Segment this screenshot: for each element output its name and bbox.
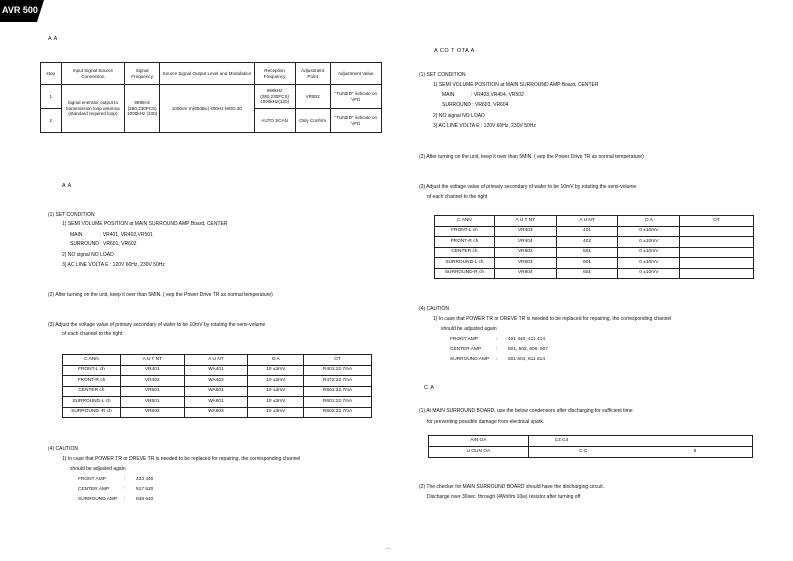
amp-label: SURROUND AMP	[450, 357, 490, 362]
left-adjust-note-2: of each channel to the right	[62, 331, 123, 337]
table-cell: SURROUND-L ch	[435, 258, 495, 269]
table-row	[435, 268, 754, 279]
table-cell: SURROUND -R ch	[63, 407, 121, 418]
table-cell: 999kHz (280,230FCS) 1000kHz(120)	[254, 85, 295, 109]
left-caution-line1: 1) In case that POWER TR or DREVE TR is needed to be replaced for repairing, the corresponding channel	[62, 456, 301, 462]
left-amp-list	[78, 477, 153, 503]
table-row	[63, 386, 372, 397]
table-cell: SURROUND-L ch	[63, 397, 121, 408]
table-header-row	[63, 355, 372, 366]
brand-tab	[0, 0, 44, 22]
table-cell: 10 ±3mV	[248, 407, 304, 418]
amp-sep: :	[124, 477, 126, 482]
list-item	[450, 347, 548, 353]
amp-values: 601 604, 611 614	[508, 357, 545, 362]
adjustment-table	[40, 62, 382, 133]
right-section2-title: C A	[424, 385, 435, 391]
left-semi-volume: 1) SEMI VOLUME POSITION at MAIN SURROUND AMP Board, CENTER	[62, 221, 228, 227]
list-item	[78, 487, 153, 493]
table-cell: 2	[41, 109, 62, 133]
header-cell: Source Signal Output Level and Modulation	[160, 63, 254, 85]
table-cell	[680, 247, 754, 258]
right-section-title: A CO T OTA A	[434, 48, 475, 54]
amp-sep: :	[124, 487, 126, 492]
table-cell: WA601	[184, 397, 248, 408]
table-row	[429, 436, 753, 447]
left-main-value: : VR401, VR402,VR501	[100, 232, 153, 238]
right-main-value: : VR403,VR404, VR502	[471, 92, 524, 98]
header-cell: Adjustment Point	[295, 63, 330, 85]
amp-values: 638 640	[136, 497, 154, 502]
table-cell: VR403	[494, 226, 556, 237]
table-cell: 10 ±3mV	[248, 397, 304, 408]
header-cell: O A	[618, 216, 680, 227]
header-cell: Reception Frequency	[254, 63, 295, 85]
left-surround: SURROUND : VR601, VR602	[70, 241, 137, 247]
table-cell: 402	[556, 237, 618, 248]
table-cell: VR602	[120, 407, 184, 418]
table-row	[429, 447, 753, 458]
table-cell: 0 ±10mV	[618, 237, 680, 248]
right-semi-volume: 1) SEMI VOLUME POSITION at MAIN SURROUND AMP Board, CENTER	[433, 82, 599, 88]
amp-sep: :	[496, 337, 498, 342]
table-header-row	[435, 216, 754, 227]
table-cell: VR401	[120, 365, 184, 376]
page-number: - -	[386, 546, 391, 552]
table-cell: R401:22.7mA	[304, 365, 372, 376]
table-cell: CENTER ch	[435, 247, 495, 258]
table-cell: WA401	[184, 365, 248, 376]
left-main-label: MAIN	[70, 232, 83, 238]
table-cell: "TUNED" indicate on VFD	[330, 85, 381, 109]
table-cell: AUTO SCAN	[254, 109, 295, 133]
amp-label: CENTER AMP	[78, 487, 110, 492]
table-cell: 10 ±3mV	[248, 365, 304, 376]
table-cell: R601:22.7mA	[304, 397, 372, 408]
table-cell: 0 ±10mV	[618, 258, 680, 269]
header-cell: A U NT	[184, 355, 248, 366]
left-section1-title: A A	[48, 36, 58, 42]
amp-label: CENTER AMP	[450, 347, 482, 352]
amp-sep: :	[496, 347, 498, 352]
table-cell	[680, 268, 754, 279]
left-warmup-note: (2) After turning on the unit, keep it over than 5MIN. ( eep the Power Drive TR as normal temperature)	[48, 292, 273, 298]
table-cell: VR501	[120, 386, 184, 397]
table-cell: R472:22.7mA	[304, 376, 372, 387]
table-cell: 401	[556, 226, 618, 237]
amp-label: FRONT AMP	[450, 337, 478, 342]
header-cell: A U T NT	[494, 216, 556, 227]
list-item	[78, 477, 153, 483]
table-cell	[680, 226, 754, 237]
list-item	[450, 357, 548, 363]
right-checker-note: (2) The checker for MAIN SURROUND BOARD should have the discharging circuit.	[419, 484, 604, 490]
table-row	[63, 365, 372, 376]
header-cell: Input Signal Source Connection	[61, 63, 125, 85]
amp-label: FRONT AMP	[78, 477, 106, 482]
right-caution-title: (4) CAUTION	[419, 306, 449, 312]
header-cell: OT	[680, 216, 754, 227]
table-row	[435, 237, 754, 248]
table-cell: 0 ±10mV	[618, 226, 680, 237]
table-cell: FRONT-L ch	[63, 365, 121, 376]
right-caution-line1: 1) In case that POWER TR or DREVE TR is needed to be replaced for repairing, the corresponding channel	[433, 316, 672, 322]
table-cell: 5	[638, 447, 753, 458]
table-cell: VR802	[295, 85, 330, 109]
left-caution-title: (4) CAUTION	[48, 446, 78, 452]
table-cell: VR603	[494, 258, 556, 269]
header-cell: C ANN	[435, 216, 495, 227]
right-amp-list	[450, 337, 548, 363]
table-cell: VR604	[494, 268, 556, 279]
table-cell: C C	[528, 447, 638, 458]
table-cell: 10 ±3mV	[248, 376, 304, 387]
right-adjust-note: (3) Adjust the voltage value of primary secondary of wafer to be 10mV by rotating the semi-volume	[419, 184, 637, 190]
table-row	[435, 258, 754, 269]
header-cell: C ANN	[63, 355, 121, 366]
left-ac-line: 3) AC LINE VOLTA E : 120V 60Hz, 230V 50Hz	[62, 262, 165, 268]
table-row	[41, 85, 382, 109]
amp-sep: :	[124, 497, 126, 502]
amp-values: 501, 502, 506, 507	[508, 347, 549, 352]
capacitor-table	[428, 435, 753, 458]
right-adjust-note-2: of each channel to the right	[427, 194, 488, 200]
header-cell: A U T NT	[120, 355, 184, 366]
left-set-condition: (1) SET CONDITION	[48, 212, 95, 218]
table-cell: WA501	[184, 386, 248, 397]
table-cell: WA402	[184, 376, 248, 387]
list-item	[450, 337, 548, 343]
table-row	[63, 407, 372, 418]
right-capacitor-note-2: for preventing possible damage from electrical spark.	[427, 419, 545, 425]
table-cell	[680, 237, 754, 248]
right-warmup-note: (2) After turning on the unit, keep it over than 5MIN. ( eep the Power Drive TR as normal temperature)	[419, 154, 644, 160]
table-cell: C4 C4	[528, 436, 752, 447]
list-item	[78, 497, 153, 503]
amp-values: 401 440, 411 414	[508, 337, 545, 342]
table-cell: WA602	[184, 407, 248, 418]
right-caution-line2: should be adjusted again	[441, 326, 497, 332]
table-cell: R501:22.7mA	[304, 386, 372, 397]
table-cell: 1	[41, 85, 62, 109]
table-cell: 501	[556, 247, 618, 258]
table-cell: VR402	[120, 376, 184, 387]
table-cell: FRONT-R ch	[435, 237, 495, 248]
brand-tab-label: AVR 500	[2, 5, 38, 15]
right-checker-note-2: Discharge over 30sec. through (4Wohm 10w) resistor after turning off	[427, 494, 581, 500]
adjustment-table-header	[41, 63, 382, 85]
table-cell: R602:22.7mA	[304, 407, 372, 418]
table-cell: 601	[556, 268, 618, 279]
table-cell: VR601	[120, 397, 184, 408]
table-cell: VR502	[494, 247, 556, 258]
table-cell: 999kHz (280,230FCS) 1000kHz (100)	[125, 85, 160, 133]
table-row	[435, 247, 754, 258]
right-no-signal: 2) NO signal NO LOAD	[433, 113, 485, 119]
header-cell: OT	[304, 355, 372, 366]
table-cell: 10 ±3mV	[248, 386, 304, 397]
right-surround: SURROUND : VR603, VR604	[442, 102, 509, 108]
table-cell: "TUNED" indicate on VFD	[330, 109, 381, 133]
table-cell: 1000uV m(60dBu) 400Hz MOD.30	[160, 85, 254, 133]
table-row	[435, 226, 754, 237]
table-cell: FRONT-R ch	[63, 376, 121, 387]
table-cell: 0 ±10mV	[618, 247, 680, 258]
right-set-condition: (1) SET CONDITION	[419, 72, 466, 78]
table-cell: FRONT-L ch	[435, 226, 495, 237]
table-cell: SURROUND-R ch	[435, 268, 495, 279]
right-ac-line: 3) AC LINE VOLTA E : 120V 60Hz, 230V 50Hz	[433, 123, 536, 129]
table-cell: AIN OA	[429, 436, 529, 447]
header-cell: Adjustment Value	[330, 63, 381, 85]
table-cell: Signal enerator output to transmission loop antenna (standard required loop)	[61, 85, 125, 133]
header-cell: Signal Frequency	[125, 63, 160, 85]
left-caution-line2: should be adjusted again	[70, 466, 126, 472]
left-channel-table	[62, 354, 372, 418]
amp-values: 517 520	[136, 487, 154, 492]
header-cell: step	[41, 63, 62, 85]
table-cell: 0 ±10mV	[618, 268, 680, 279]
table-cell: 601	[556, 258, 618, 269]
header-cell: A U NT	[556, 216, 618, 227]
table-row	[63, 397, 372, 408]
amp-values: 433 440	[136, 477, 154, 482]
header-cell: O A	[248, 355, 304, 366]
right-main-label: MAIN	[442, 92, 455, 98]
table-cell: CENTER ch	[63, 386, 121, 397]
right-capacitor-note: (1) At MAIN SURROUND BOARD, use the below condensors after discharging for sufficient time	[419, 408, 633, 414]
right-channel-table	[434, 215, 754, 279]
left-adjust-note: (3) Adjust the voltage value of primary secondary of wafer to be 10mV by rotating the semi-volume	[48, 322, 266, 328]
amp-sep: :	[496, 357, 498, 362]
table-cell: U OUN OA	[429, 447, 529, 458]
left-section2-title: A A	[62, 183, 72, 189]
amp-label: SURROUND AMP	[78, 497, 118, 502]
table-row	[63, 376, 372, 387]
left-no-signal: 2) NO signal NO LOAD	[62, 252, 114, 258]
table-cell: VR404	[494, 237, 556, 248]
table-cell	[680, 258, 754, 269]
table-cell: Only Confirm	[295, 109, 330, 133]
